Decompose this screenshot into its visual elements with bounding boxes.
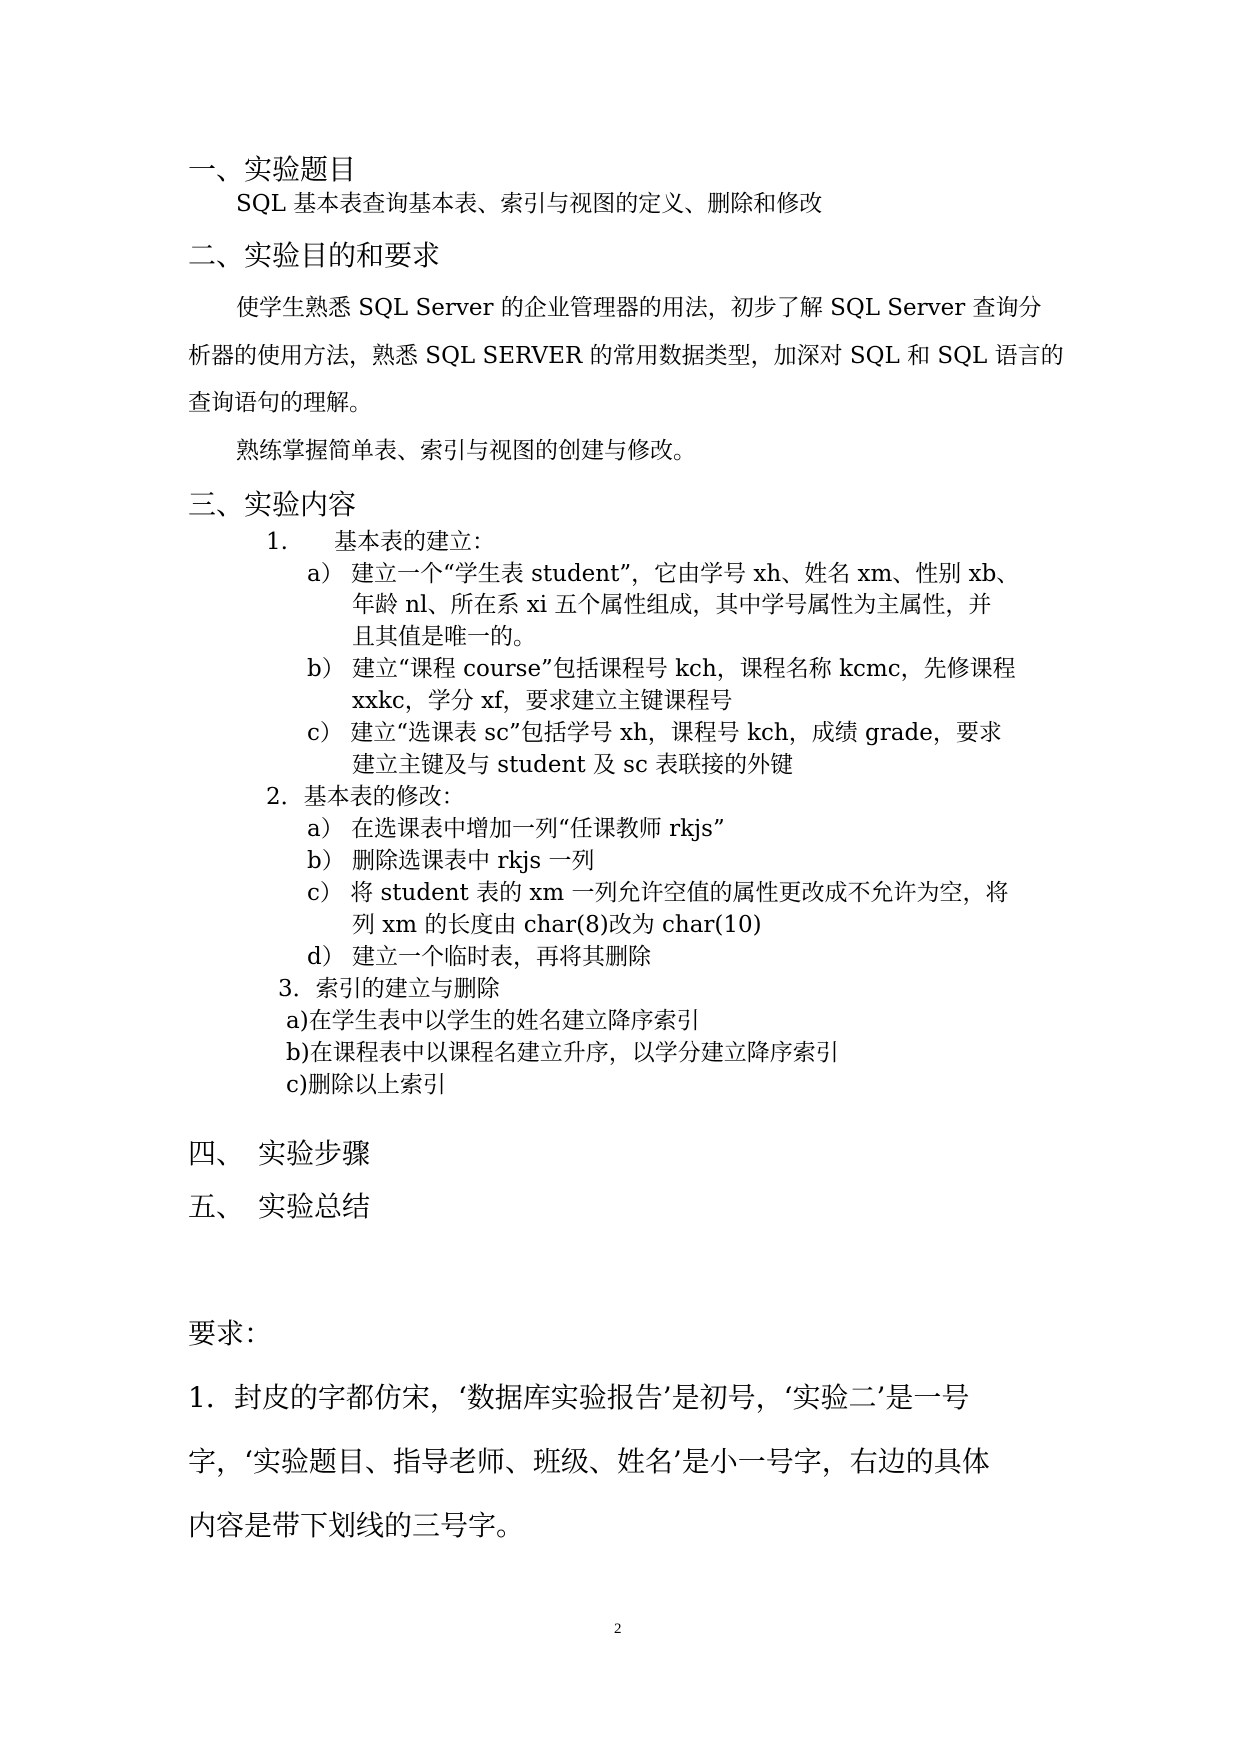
page-number: 2 [614, 1621, 622, 1637]
content-item-2b: b） 删除选课表中 rkjs 一列 [307, 848, 595, 874]
section-heading-steps: 四、 实验步骤 [188, 1137, 371, 1170]
objectives-line-3: 查询语句的理解。 [188, 390, 372, 416]
requirements-line-1: 1．封皮的字都仿宋，‘数据库实验报告’是初号，‘实验二’是一号 [188, 1381, 970, 1414]
content-item-1a-line-3: 且其值是唯一的。 [352, 624, 536, 650]
objectives-line-2: 析器的使用方法，熟悉 SQL SERVER 的常用数据类型，加深对 SQL 和 SQL 语言的 [188, 343, 1064, 369]
requirements-heading: 要求： [188, 1317, 273, 1350]
objectives-line-4: 熟练掌握简单表、索引与视图的创建与修改。 [236, 438, 696, 464]
content-item-1a-line-2: 年龄 nl、所在系 xi 五个属性组成，其中学号属性为主属性，并 [352, 592, 992, 618]
content-item-1: 1. 基本表的建立： [266, 529, 495, 555]
content-item-3: 3．索引的建立与删除 [278, 976, 500, 1002]
section-heading-content: 三、实验内容 [188, 488, 357, 521]
content-item-3a: a)在学生表中以学生的姓名建立降序索引 [286, 1008, 700, 1034]
content-item-2d: d） 建立一个临时表，再将其删除 [307, 944, 652, 970]
section-heading-objectives: 二、实验目的和要求 [188, 239, 441, 272]
content-item-2a: a） 在选课表中增加一列“任课教师 rkjs” [307, 816, 725, 842]
content-item-2c-line-1: c） 将 student 表的 xm 一列允许空值的属性更改成不允许为空，将 [307, 880, 1009, 906]
content-item-2c-line-2: 列 xm 的长度由 char(8)改为 char(10) [352, 912, 762, 938]
section-heading-summary: 五、 实验总结 [188, 1190, 371, 1223]
requirements-line-3: 内容是带下划线的三号字。 [188, 1509, 525, 1542]
content-item-1b-line-2: xxkc，学分 xf，要求建立主键课程号 [352, 688, 733, 714]
content-item-1c-line-2: 建立主键及与 student 及 sc 表联接的外键 [352, 752, 794, 778]
objectives-line-1: 使学生熟悉 SQL Server 的企业管理器的用法，初步了解 SQL Server 查询分 [236, 295, 1042, 321]
content-item-3c: c)删除以上索引 [286, 1072, 446, 1098]
content-item-1a-line-1: a） 建立一个“学生表 student”，它由学号 xh、姓名 xm、性别 xb、 [307, 561, 1020, 587]
experiment-title-text: SQL 基本表查询基本表、索引与视图的定义、删除和修改 [236, 191, 823, 217]
section-heading-experiment-title: 一、实验题目 [188, 153, 357, 186]
content-item-1b-line-1: b） 建立“课程 course”包括课程号 kch，课程名称 kcmc，先修课程 [307, 656, 1016, 682]
content-item-3b: b)在课程表中以课程名建立升序，以学分建立降序索引 [286, 1040, 839, 1066]
requirements-line-2: 字，‘实验题目、指导老师、班级、姓名’是小一号字，右边的具体 [188, 1445, 990, 1478]
content-item-2: 2．基本表的修改： [266, 784, 465, 810]
content-item-1c-line-1: c） 建立“选课表 sc”包括学号 xh，课程号 kch，成绩 grade，要求 [307, 720, 1002, 746]
